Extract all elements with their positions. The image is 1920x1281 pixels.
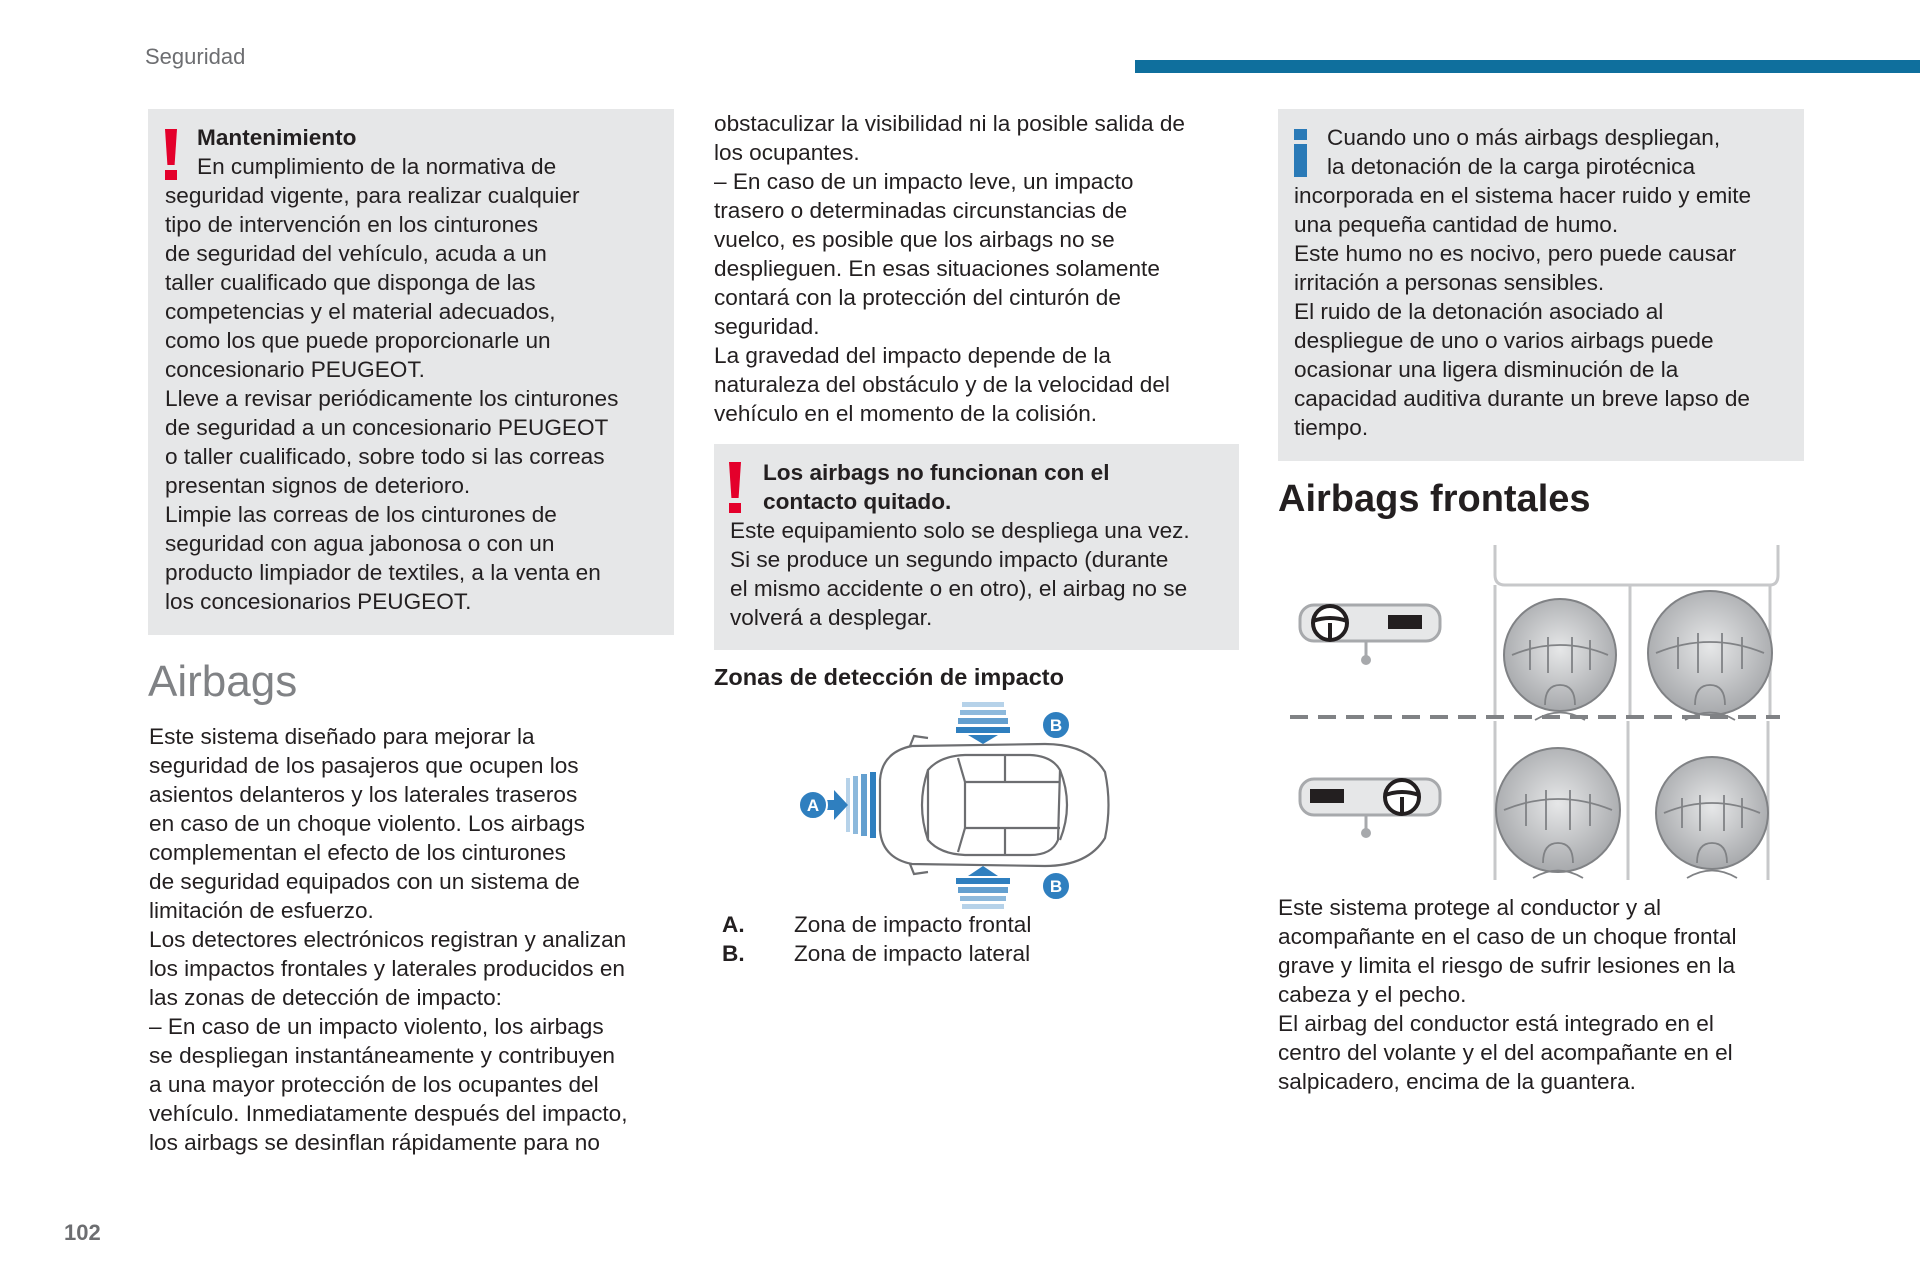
text-line: los concesionarios PEUGEOT.: [165, 589, 472, 614]
text-line: – En caso de un impacto leve, un impacto: [714, 169, 1134, 194]
text-line: El airbag del conductor está integrado en el: [1278, 1011, 1714, 1036]
text-line: La gravedad del impacto depende de la: [714, 343, 1111, 368]
passenger-airbag-icon: [1310, 789, 1344, 803]
text-line: las zonas de detección de impacto:: [149, 985, 502, 1010]
zone-b-top-label: [1042, 711, 1070, 739]
text-line: Este equipamiento solo se despliega una vez.: [730, 518, 1190, 543]
text-line: producto limpiador de textiles, a la venta en: [165, 560, 601, 585]
text-line: – En caso de un impacto violento, los airbags: [149, 1014, 604, 1039]
text-line: a una mayor protección de los ocupantes del: [149, 1072, 599, 1097]
text-line: irritación a personas sensibles.: [1294, 270, 1605, 295]
legend-text: Zona de impacto frontal: [794, 912, 1032, 937]
airbags-heading: Airbags: [148, 657, 298, 706]
text-line: los impactos frontales y laterales producidos en: [149, 956, 625, 981]
text-line: salpicadero, encima de la guantera.: [1278, 1069, 1636, 1094]
text-line: cabeza y el pecho.: [1278, 982, 1467, 1007]
text-line: asientos delanteros y los laterales traseros: [149, 782, 578, 807]
text-line: o taller cualificado, sobre todo si las correas: [165, 444, 605, 469]
text-line: seguridad con agua jabonosa o con un: [165, 531, 555, 556]
text-line: despliegue de uno o varios airbags puede: [1294, 328, 1714, 353]
text-line: El ruido de la detonación asociado al: [1294, 299, 1664, 324]
ignition-text: [730, 458, 1235, 632]
text-line: competencias y el material adecuados,: [165, 299, 556, 324]
text-line: una pequeña cantidad de humo.: [1294, 212, 1619, 237]
text-line: limitación de esfuerzo.: [149, 898, 374, 923]
side-impact-zone-bottom: [956, 866, 1010, 909]
text-line: los airbags se desinflan rápidamente para no: [149, 1130, 600, 1155]
ignition-warning-box: [714, 444, 1239, 650]
text-line: acompañante en el caso de un choque frontal: [1278, 924, 1737, 949]
text-line: de seguridad del vehículo, acuda a un: [165, 241, 547, 266]
text-line: tipo de intervención en los cinturones: [165, 212, 539, 237]
airbags-body: [149, 722, 679, 1157]
text-line: incorporada en el sistema hacer ruido y emite: [1294, 183, 1752, 208]
text-line: Cuando uno o más airbags despliegan,: [1327, 125, 1721, 150]
legend-text: Zona de impacto lateral: [794, 941, 1031, 966]
text-line: Si se produce un segundo impacto (durante: [730, 547, 1169, 572]
text-line: de seguridad equipados con un sistema de: [149, 869, 580, 894]
text-line: tiempo.: [1294, 415, 1369, 440]
text-line: Este sistema protege al conductor y al: [1278, 895, 1662, 920]
text-line: vehículo en el momento de la colisión.: [714, 401, 1098, 426]
legend-item-a: [722, 910, 1031, 939]
section-title: Seguridad: [145, 44, 246, 69]
text-line: grave y limita el riesgo de sufrir lesiones en la: [1278, 953, 1736, 978]
page-number: 102: [64, 1220, 101, 1245]
text-line: capacidad auditiva durante un breve lapso de: [1294, 386, 1750, 411]
zones-heading: Zonas de detección de impacto: [714, 664, 1064, 690]
zone-b-text: B: [1049, 716, 1063, 735]
text-line: vehículo. Inmediatamente después del impacto,: [149, 1101, 628, 1126]
middle-column-body: [714, 109, 1244, 428]
text-line: Los detectores electrónicos registran y analizan: [149, 927, 627, 952]
steering-wheel-icon: [1313, 606, 1347, 640]
info-text: [1294, 123, 1799, 442]
text-line: de seguridad a un concesionario PEUGEOT: [165, 415, 609, 440]
text-line: el mismo accidente o en otro), el airbag no se: [730, 576, 1188, 601]
car-outline: [880, 736, 1109, 874]
maintenance-text: [165, 123, 670, 616]
text-line: vuelco, es posible que los airbags no se: [714, 227, 1115, 252]
zone-a-text: A: [806, 796, 820, 815]
text-line: centro del volante y el del acompañante en el: [1278, 1040, 1733, 1065]
text-line: En cumplimiento de la normativa de: [197, 154, 557, 179]
zone-b-text: B: [1049, 877, 1063, 896]
text-line: taller cualificado que disponga de las: [165, 270, 536, 295]
text-line: Lleve a revisar periódicamente los cinturones: [165, 386, 619, 411]
text-line: volverá a desplegar.: [730, 605, 933, 630]
header-accent-bar: [1135, 60, 1920, 73]
frontales-body: [1278, 893, 1808, 1096]
text-line: desplieguen. En esas situaciones solamente: [714, 256, 1160, 281]
legend-key: A.: [722, 912, 745, 937]
text-line: seguridad de los pasajeros que ocupen los: [149, 753, 579, 778]
text-line: ocasionar una ligera disminución de la: [1294, 357, 1679, 382]
text-line: Este humo no es nocivo, pero puede causar: [1294, 241, 1737, 266]
zone-b-bottom-label: [1042, 872, 1070, 900]
text-line: Limpie las correas de los cinturones de: [165, 502, 557, 527]
text-line: los ocupantes.: [714, 140, 860, 165]
maintenance-warning-box: [148, 109, 674, 635]
info-box: [1278, 109, 1804, 461]
text-line: contará con la protección del cinturón de: [714, 285, 1121, 310]
legend-key: B.: [722, 941, 745, 966]
text-line: seguridad vigente, para realizar cualquier: [165, 183, 580, 208]
zone-a-label: [799, 791, 827, 819]
ignition-title: contacto quitado.: [763, 489, 952, 514]
ignition-title: Los airbags no funcionan con el: [763, 460, 1110, 485]
maintenance-title: Mantenimiento: [197, 125, 357, 150]
legend-item-b: [722, 939, 1030, 968]
text-line: trasero o determinadas circunstancias de: [714, 198, 1128, 223]
side-impact-zone-top: [956, 702, 1010, 744]
impact-zones-diagram: [790, 700, 1120, 910]
frontales-heading: Airbags frontales: [1278, 478, 1591, 520]
text-line: en caso de un choque violento. Los airbags: [149, 811, 585, 836]
passenger-airbag-icon: [1388, 615, 1422, 629]
text-line: concesionario PEUGEOT.: [165, 357, 425, 382]
steering-wheel-icon: [1385, 780, 1419, 814]
airbag-deployed: [1504, 591, 1772, 715]
text-line: naturaleza del obstáculo y de la velocidad del: [714, 372, 1170, 397]
text-line: se despliegan instantáneamente y contribuyen: [149, 1043, 615, 1068]
frontal-airbags-illustration: [1290, 545, 1780, 885]
text-line: obstaculizar la visibilidad ni la posible salida de: [714, 111, 1185, 136]
text-line: presentan signos de deterioro.: [165, 473, 471, 498]
text-line: Este sistema diseñado para mejorar la: [149, 724, 535, 749]
text-line: como los que puede proporcionarle un: [165, 328, 551, 353]
text-line: seguridad.: [714, 314, 820, 339]
text-line: complementan el efecto de los cinturones: [149, 840, 566, 865]
text-line: la detonación de la carga pirotécnica: [1327, 154, 1696, 179]
